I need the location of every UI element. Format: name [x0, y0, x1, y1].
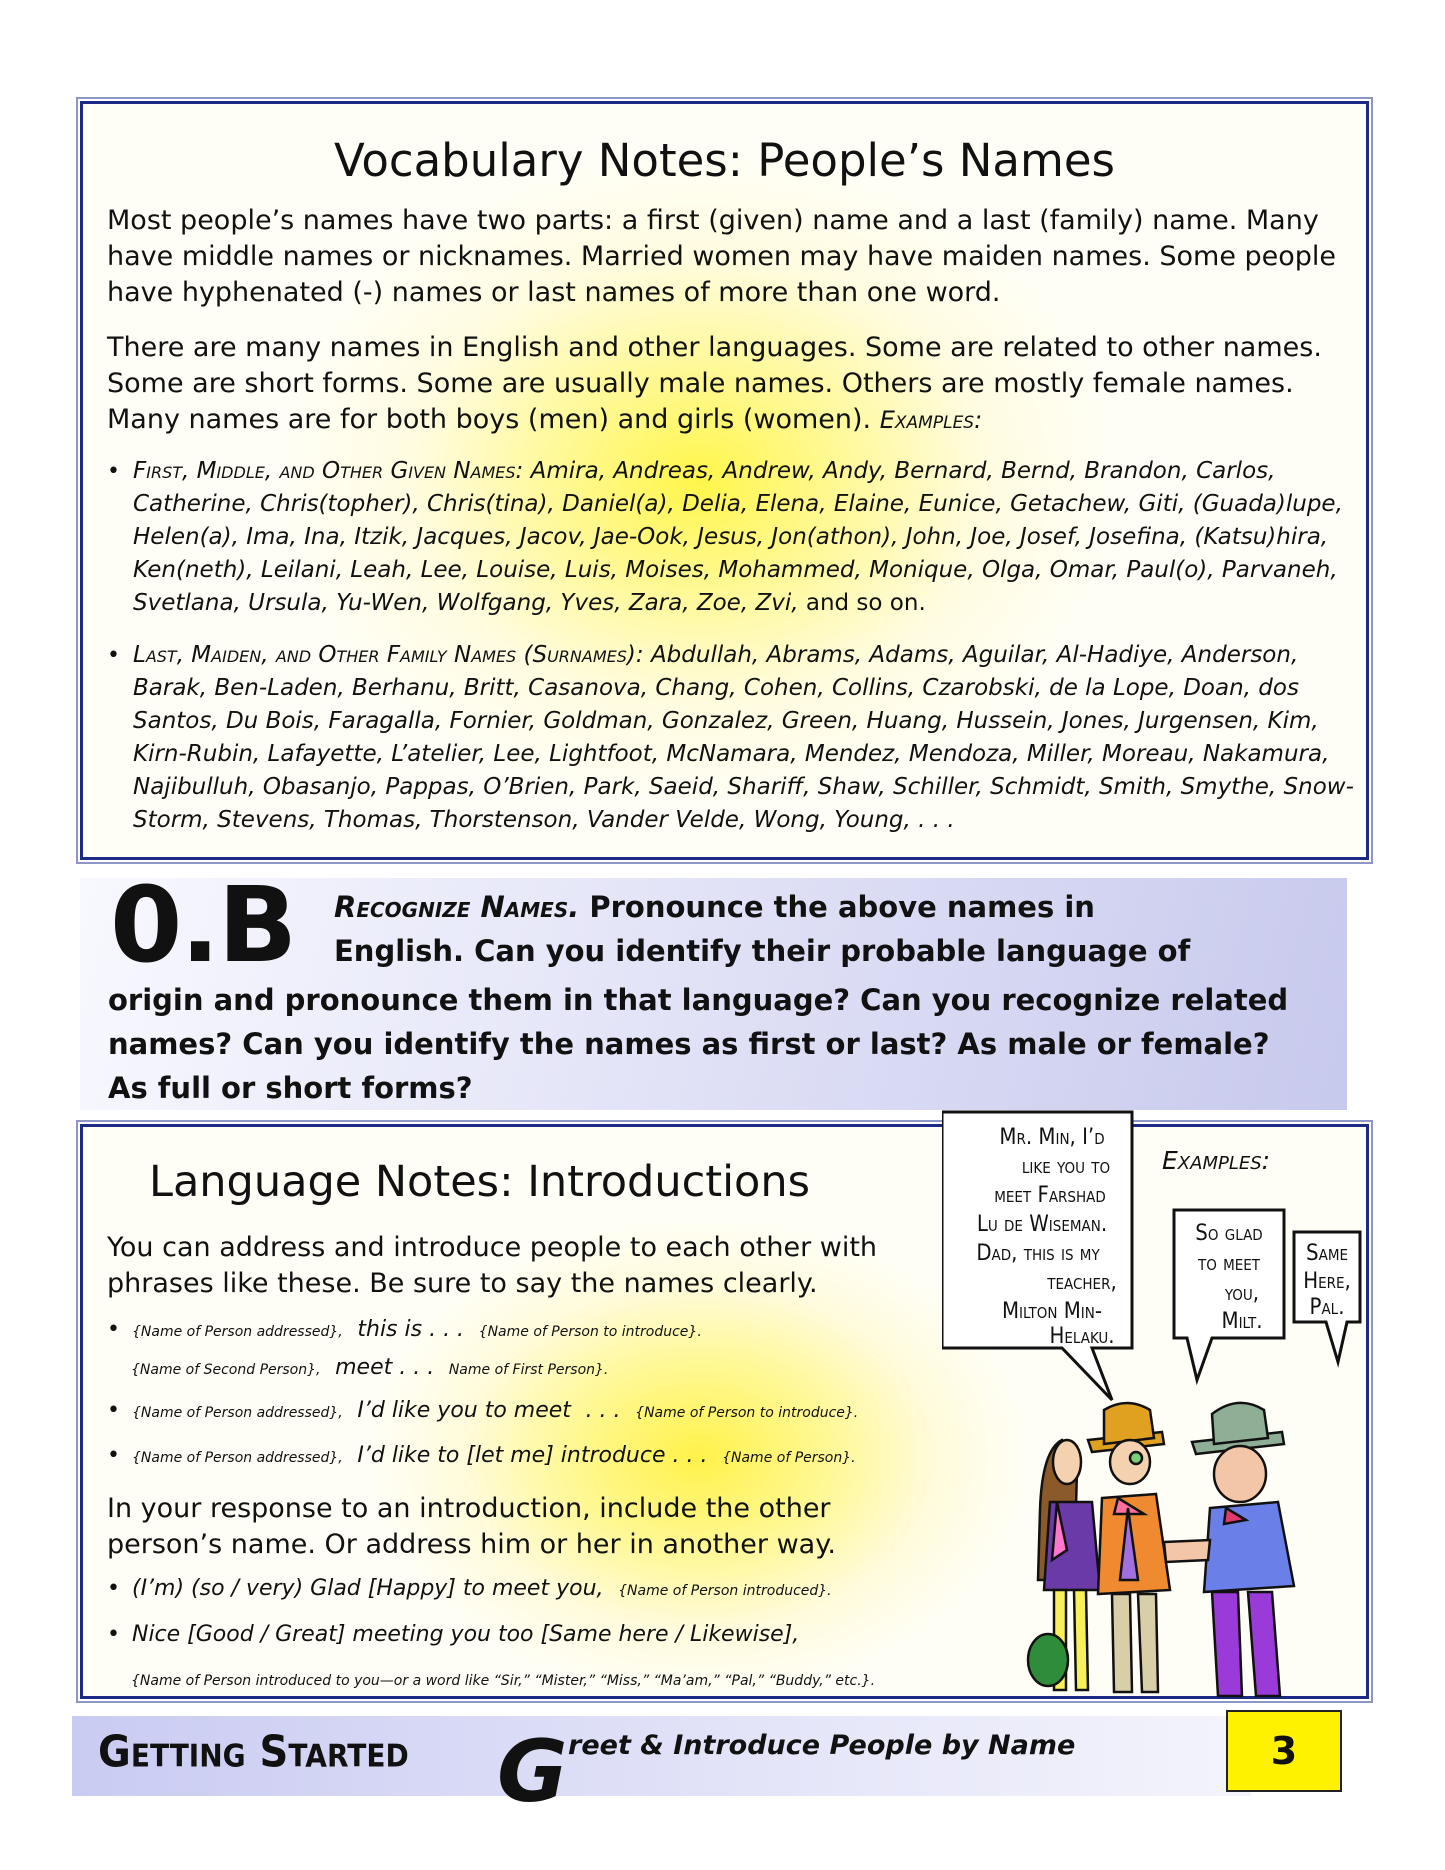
vocabulary-paragraph-2-text: There are many names in English and other languages. Some are related to other names. Some are short forms. Some are usually male names. Others are mostly female names. Many names are for both boys (men) and girls (women). [107, 332, 1322, 435]
intro-formula-2 [107, 1397, 967, 1423]
bubble-2-line: Milt. [1221, 1309, 1263, 1334]
exercise-line-2: English. Can you identify their probable language of [334, 934, 1191, 968]
bubble-2-line: you, [1224, 1281, 1260, 1306]
response-formula-1 [107, 1575, 967, 1601]
bubble-1-line: Helaku. [1049, 1324, 1115, 1349]
formula-placeholder: {Name of Person introduced}. [618, 1583, 832, 1599]
exercise-number: 0.B [110, 864, 296, 986]
examples-label: Examples: [879, 406, 983, 434]
bubble-2-line: to meet [1197, 1251, 1261, 1276]
exercise-0b-panel [80, 864, 1347, 1110]
formula-phrase: this is . . . [357, 1317, 465, 1342]
bullet-icon: • [107, 643, 120, 668]
family-names-label: Last, Maiden, and Other Family Names (Surnames): [133, 642, 644, 668]
footer-section-label: Getting Started [98, 1726, 409, 1778]
bubble-1-line: Mr. Min, I’d [999, 1125, 1105, 1150]
formula-ellipsis: . . . [585, 1398, 621, 1423]
intro-formula-1 [107, 1316, 967, 1342]
formula-placeholder: {Name of Second Person}, [131, 1362, 321, 1378]
formula-placeholder: {Name of Person}. [722, 1450, 856, 1466]
bullet-icon: • [107, 459, 120, 484]
bubble-3-line: Here, [1303, 1269, 1351, 1294]
language-paragraph-1: You can address and introduce people to each other with phrases like these. Be sure to say the names clearly. [107, 1232, 878, 1299]
vocabulary-notes-box [80, 101, 1369, 860]
given-names-list: Amira, Andreas, Andrew, Andy, Bernard, Bernd, Brandon, Carlos, Catherine, Chris(topher), Chris(tina), Daniel(a), Delia, Elena, Elaine, Eunice, Getachew, Giti, (Guada)lupe, Helen(a), Ima, Ina, Itzik, Jacques, Jacov, Jae-Ook, Jesus, Jon(athon), John, Joe, Josef, Josefina, (Katsu)hira, Ken(neth), Leilani, Leah, Lee, Louise, Luis, Moises, Mohammed, Monique, Olga, Omar, Paul(o), Parvaneh, Svetlana, Ursula, Yu-Wen, Wolfgang, Yves, Zara, Zoe, Zvi, [133, 458, 1343, 616]
bubble-1-line: Lu de Wiseman. [976, 1212, 1108, 1237]
bullet-icon: • [107, 1622, 120, 1647]
formula-placeholder: {Name of Person to introduce}. [635, 1405, 859, 1421]
woman-figure [1028, 1440, 1100, 1690]
page-number: 3 [1226, 1710, 1342, 1792]
bubble-1-line: Milton Min- [1001, 1299, 1103, 1324]
page-footer [72, 1716, 1251, 1822]
formula-phrase: meet . . . [335, 1355, 435, 1380]
speech-bubble-2 [1174, 1210, 1284, 1380]
bullet-icon: • [107, 1443, 120, 1468]
exercise-instructions: origin and pronounce them in that language? Can you recognize related names? Can you identify the names as first or last? As male or female? As full or short forms? [108, 983, 1289, 1105]
given-names-label: First, Middle, and Other Given Names: [133, 458, 524, 484]
man-with-hat-figure [1088, 1403, 1170, 1692]
formula-placeholder: {Name of Person introduced to you—or a word like “Sir,” “Mister,” “Miss,” “Ma’am,” “Pal,” “Buddy,” etc.}. [131, 1673, 876, 1689]
language-paragraph-2: In your response to an introduction, include the other person’s name. Or address him or her in another way. [107, 1493, 836, 1560]
bullet-icon: • [107, 1317, 120, 1342]
exercise-line-1-text: Pronounce the above names in [589, 890, 1095, 924]
response-formula-2 [107, 1621, 967, 1647]
formula-phrase: I’d like you to meet [357, 1398, 571, 1423]
formula-placeholder: Name of First Person}. [448, 1362, 609, 1378]
bubble-1-line: Dad, this is my [976, 1241, 1100, 1266]
introduction-comic [942, 1110, 1372, 1710]
response-formula-2b [131, 1665, 991, 1691]
exercise-line-1 [334, 890, 1095, 924]
bubble-3-line: Same [1306, 1241, 1348, 1266]
comic-examples-label: Examples: [1162, 1146, 1271, 1175]
bubble-1-line: like you to [1021, 1154, 1111, 1179]
older-man-figure [1164, 1403, 1294, 1696]
footer-title: reet & Introduce People by Name [568, 1730, 1076, 1761]
speech-bubble-1 [942, 1112, 1132, 1400]
formula-placeholder: {Name of Person to introduce}. [478, 1324, 702, 1340]
bubble-1-line: teacher, [1047, 1270, 1117, 1295]
vocabulary-notes-title: Vocabulary Notes: People’s Names [334, 134, 1115, 187]
given-names-end: and so on. [805, 590, 926, 616]
formula-phrase: I’d like to [let me] introduce . . . [357, 1443, 708, 1468]
intro-formula-1b [131, 1354, 991, 1380]
vocabulary-paragraph-2 [107, 330, 1352, 438]
family-names-list: Abdullah, Abrams, Adams, Aguilar, Al-Hadiye, Anderson, Barak, Ben-Laden, Berhanu, Britt, Casanova, Chang, Cohen, Collins, Czarobski, de la Lope, Doan, dos Santos, Du Bois, Faragalla, Fornier, Goldman, Gonzalez, Green, Huang, Hussein, Jones, Jurgensen, Kim, Kirn-Rubin, Lafayette, L’atelier, Lee, Lightfoot, McNamara, Mendez, Mendoza, Miller, Moreau, Nakamura, Najibulluh, Obasanjo, Pappas, O’Brien, Park, Saeid, Shariff, Shaw, Schiller, Schmidt, Smith, Smythe, Snow-Storm, Stevens, Thomas, Thorstenson, Vander Velde, Wong, Young, . . . [133, 642, 1354, 833]
formula-placeholder: {Name of Person addressed}, [131, 1405, 343, 1421]
response-phrase: Nice [Good / Great] meeting you too [Same here / Likewise], [131, 1622, 800, 1647]
bullet-icon: • [107, 1398, 120, 1423]
exercise-heading: Recognize Names. [334, 890, 580, 924]
speech-bubble-3 [1294, 1232, 1360, 1362]
bullet-icon: • [107, 1576, 120, 1601]
bubble-2-line: So glad [1195, 1221, 1263, 1246]
given-names-bullet [107, 455, 1378, 620]
intro-formula-3 [107, 1442, 967, 1468]
bubble-3-line: Pal. [1309, 1295, 1345, 1320]
language-notes-title: Language Notes: Introductions [149, 1157, 811, 1207]
bubble-1-line: meet Farshad [994, 1183, 1106, 1208]
formula-placeholder: {Name of Person addressed}, [131, 1324, 343, 1340]
formula-placeholder: {Name of Person addressed}, [131, 1450, 343, 1466]
footer-title-initial: G [497, 1722, 568, 1822]
vocabulary-paragraph-1: Most people’s names have two parts: a first (given) name and a last (family) name. Many have middle names or nicknames. Married women may have maiden names. Some people have hyphenated (-) names or last names of more than one word. [107, 205, 1337, 308]
response-phrase: (I’m) (so / very) Glad [Happy] to meet you, [131, 1576, 604, 1601]
family-names-bullet [107, 639, 1378, 837]
